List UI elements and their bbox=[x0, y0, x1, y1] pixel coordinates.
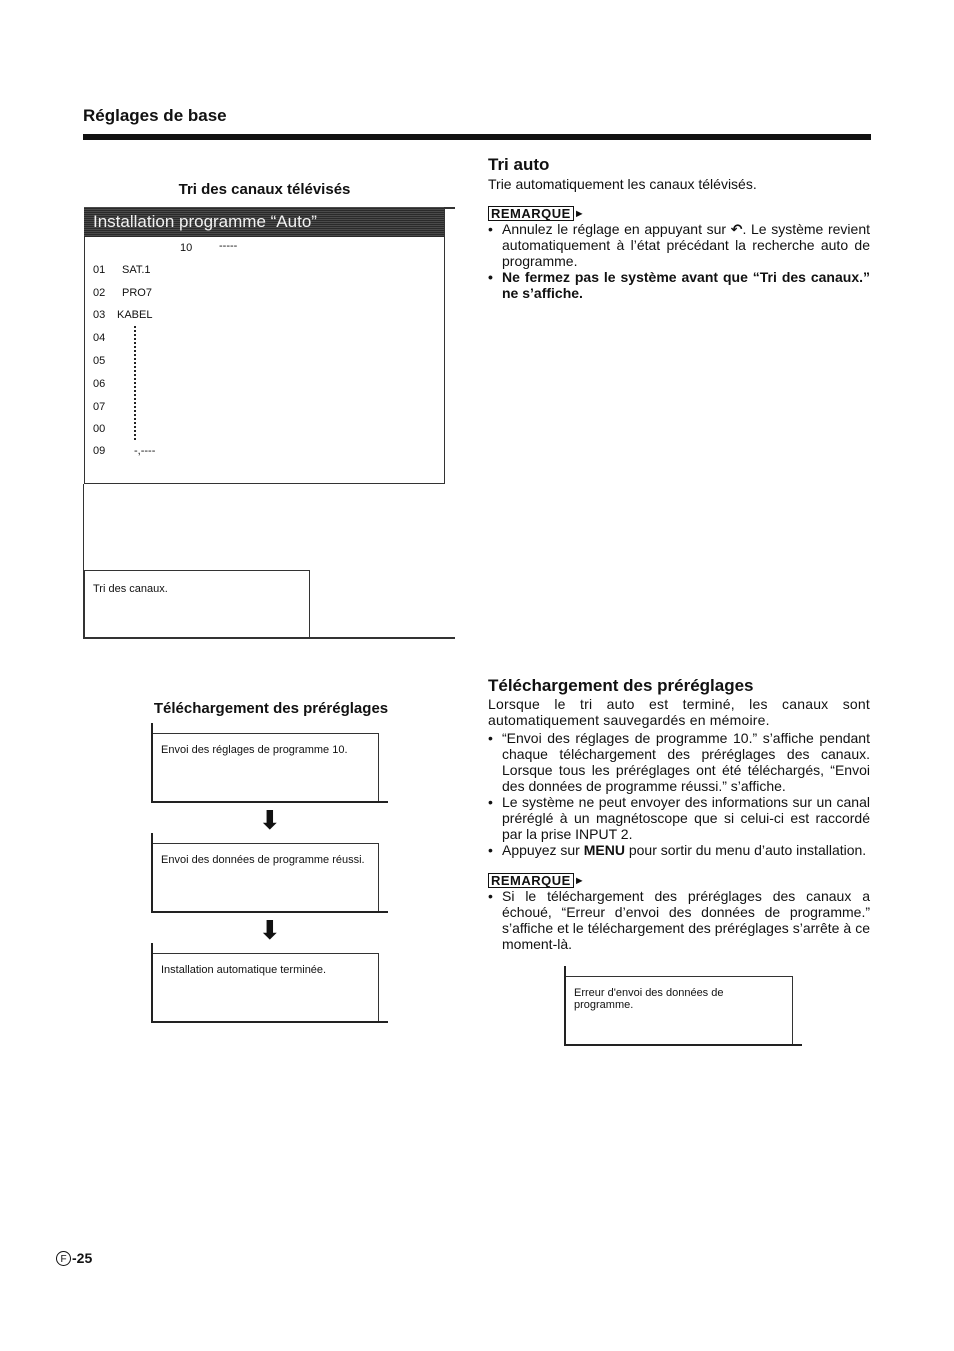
section-title: Réglages de base bbox=[83, 106, 227, 125]
down-arrow-icon: ⬇ bbox=[259, 915, 281, 945]
channel-name-09: -,---- bbox=[134, 445, 156, 457]
tri-auto-heading: Tri auto bbox=[488, 155, 550, 174]
telechargement-remarque bbox=[488, 888, 870, 952]
download-box-2-inner bbox=[153, 843, 379, 911]
channel-num-03: 03 bbox=[93, 309, 106, 321]
top-channel-num: 10 bbox=[180, 242, 193, 254]
download-msg-1: Envoi des réglages de programme 10. bbox=[161, 744, 348, 756]
tri-auto-intro: Trie automatiquement les canaux télévisés. bbox=[488, 176, 757, 192]
screen-bar-tick bbox=[444, 207, 455, 209]
bullet-envoi: • “Envoi des réglages de programme 10.” s’affiche pendant chaque téléchargement des préréglages des canaux. Lorsque tous les préréglages ont été téléchargés, “Envoi des données de programme réussi.” s’affiche. bbox=[488, 730, 870, 794]
channel-num-04: 04 bbox=[93, 332, 106, 344]
status-message: Tri des canaux. bbox=[93, 583, 168, 595]
tri-auto-notes bbox=[488, 221, 870, 301]
channel-name-02: PRO7 bbox=[122, 287, 152, 299]
remarque-arrow-icon: ► bbox=[573, 207, 585, 220]
telechargement-heading: Téléchargement des préréglages bbox=[488, 676, 754, 695]
scan-dots bbox=[134, 326, 138, 440]
download-msg-2: Envoi des données de programme réussi. bbox=[161, 854, 365, 866]
status-message-box bbox=[84, 570, 310, 638]
channel-num-01: 01 bbox=[93, 264, 106, 276]
fig-caption-tri-canaux: Tri des canaux télévisés bbox=[178, 181, 351, 198]
remarque-label-1 bbox=[488, 206, 585, 221]
header-rule bbox=[83, 134, 871, 140]
channel-num-08: 00 bbox=[93, 423, 106, 435]
top-channel-dash: ----- bbox=[219, 240, 238, 252]
telechargement-intro: Lorsque le tri auto est terminé, les canaux sont automatiquement sauvegardés en mémoire. bbox=[488, 696, 870, 728]
return-icon: ↶ bbox=[730, 221, 743, 237]
note-echec: • Si le téléchargement des préréglages des canaux a échoué, “Erreur d’envoi des données de programme.” s’affiche et le téléchargement des préréglages s’arrête à ce moment-là. bbox=[488, 888, 870, 952]
channel-name-01: SAT.1 bbox=[122, 264, 151, 276]
page-number-text: -25 bbox=[72, 1250, 93, 1266]
remarque-badge: REMARQUE bbox=[488, 873, 574, 888]
download-box-1-inner bbox=[153, 733, 379, 801]
download-msg-3: Installation automatique terminée. bbox=[161, 964, 327, 976]
down-arrow-icon: ⬇ bbox=[259, 805, 281, 835]
error-msg: Erreur d'envoi des données de programme. bbox=[574, 987, 724, 1011]
channel-num-09: 09 bbox=[93, 445, 106, 457]
remarque-label-2 bbox=[488, 873, 585, 888]
download-box-3-inner bbox=[153, 953, 379, 1021]
bullet-magnetoscope: • Le système ne peut envoyer des informations sur un canal préréglé à un magnétoscope que si celui-ci est raccordé par la prise INPUT 2. bbox=[488, 794, 870, 842]
note-ne-fermez: • Ne fermez pas le système avant que “Tri des canaux.” ne s’affiche. bbox=[488, 269, 870, 301]
channel-num-07: 07 bbox=[93, 401, 106, 413]
note-annulez: • Annulez le réglage en appuyant sur ↶. Le système revient automatiquement à l’état précédant la recherche auto de programme. bbox=[488, 221, 870, 269]
error-box-inner bbox=[566, 976, 793, 1044]
telechargement-bullets bbox=[488, 730, 870, 858]
channel-num-02: 02 bbox=[93, 287, 106, 299]
remarque-badge: REMARQUE bbox=[488, 206, 574, 221]
screen-title-bar: Installation programme “Auto” bbox=[84, 207, 444, 237]
channel-num-05: 05 bbox=[93, 355, 106, 367]
bullet-menu: • Appuyez sur MENU pour sortir du menu d’auto installation. bbox=[488, 842, 870, 858]
remarque-arrow-icon: ► bbox=[573, 874, 585, 887]
fig-caption-telechargement: Téléchargement des préréglages bbox=[153, 700, 389, 717]
channel-name-03: KABEL bbox=[117, 309, 153, 321]
tv-screen bbox=[84, 207, 445, 484]
language-f-icon: F bbox=[56, 1251, 71, 1266]
channel-num-06: 06 bbox=[93, 378, 106, 390]
page-number bbox=[56, 1250, 92, 1266]
